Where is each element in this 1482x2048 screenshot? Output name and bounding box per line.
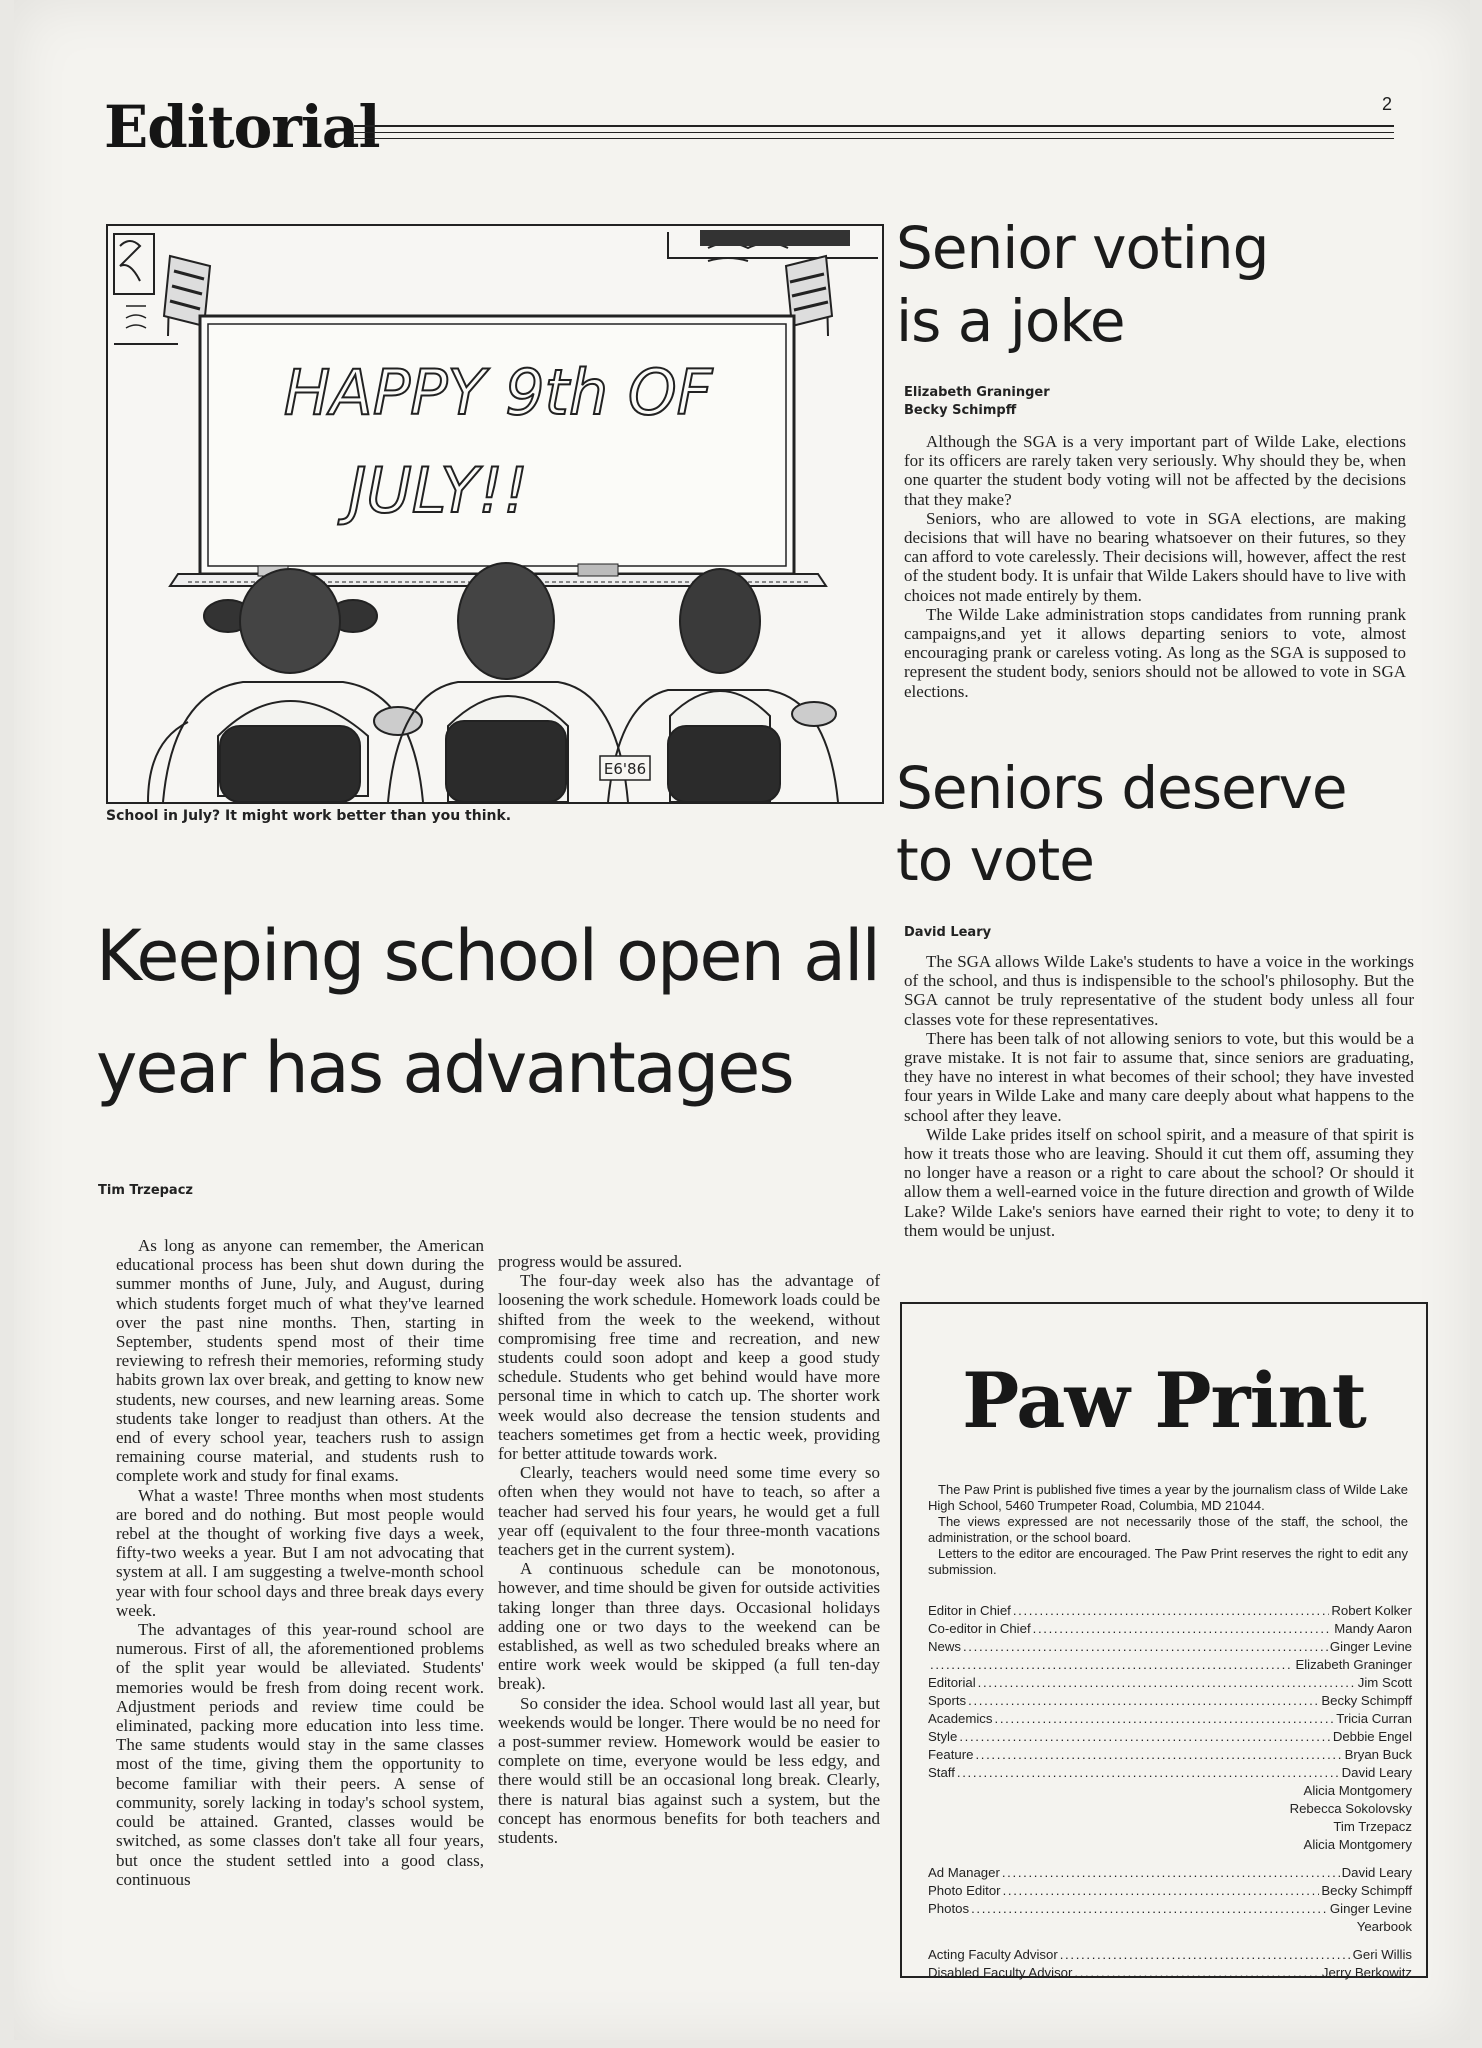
staff-name: Becky Schimpff xyxy=(1321,1883,1412,1898)
paragraph: Although the SGA is a very important part of Wilde Lake, elections for its officers are rarely taken very seriously. Why should they be, when one quarter the student body voting will not be affected by the decisions that they make? xyxy=(904,432,1406,509)
scribble-block xyxy=(700,230,850,246)
staff-name: Elizabeth Graninger xyxy=(1295,1657,1412,1672)
headline-line: year has advantages xyxy=(96,1027,793,1109)
masthead-rule xyxy=(354,125,1394,127)
staff-name: Alicia Montgomery xyxy=(1303,1837,1412,1852)
staff-role: Photo Editor xyxy=(928,1883,1001,1898)
staff-row xyxy=(928,1638,1412,1656)
staff-role: Ad Manager xyxy=(928,1865,1000,1880)
student-middle xyxy=(388,563,628,802)
dot-leader xyxy=(968,1692,1319,1710)
paragraph: progress would be assured. xyxy=(498,1252,683,1271)
paragraph: The Wilde Lake administration stops candidates from running prank campaigns,and yet it allows departing seniors to vote, almost encouraging prank or careless voting. As long as the SGA is supposed to represent the student body, seniors should not be allowed to vote in SGA elections. xyxy=(904,604,1406,701)
author-name: Elizabeth Graninger xyxy=(904,385,1050,400)
staff-name: Alicia Montgomery xyxy=(1303,1783,1412,1798)
dot-leader xyxy=(957,1764,1340,1782)
staff-name: Mandy Aaron xyxy=(1334,1621,1412,1636)
staff-spacer xyxy=(928,1936,1412,1946)
staff-role: Acting Faculty Advisor xyxy=(928,1947,1058,1962)
staff-row xyxy=(928,1728,1412,1746)
cartoon-caption: School in July? It might work better than you think. xyxy=(106,808,512,824)
info-paragraph: The views expressed are not necessarily those of the staff, the school, the administration, or the school board. xyxy=(928,1514,1408,1545)
dot-leader xyxy=(975,1746,1342,1764)
staff-name: Yearbook xyxy=(1356,1919,1412,1934)
staff-row xyxy=(928,1764,1412,1782)
article-body-senior-voting xyxy=(904,432,1406,701)
masthead-rule xyxy=(354,138,1394,139)
staff-role: Editor in Chief xyxy=(928,1603,1011,1618)
staff-row xyxy=(928,1674,1412,1692)
headline-line: is a joke xyxy=(896,287,1125,355)
dot-leader xyxy=(1013,1602,1330,1620)
info-paragraph: The Paw Print is published five times a year by the journalism class of Wilde Lake High School, 5460 Trumpeter Road, Columbia, MD 21044. xyxy=(928,1482,1408,1513)
masthead-rule xyxy=(354,132,1394,133)
editorial-cartoon xyxy=(106,224,884,804)
section-title: Editorial xyxy=(104,93,380,161)
article-column-left xyxy=(116,1236,484,1889)
article-column-right xyxy=(498,1252,880,1847)
staff-role: Feature xyxy=(928,1747,974,1762)
paragraph: Seniors, who are allowed to vote in SGA elections, are making decisions that will have no bearing whatsoever on their futures, so they can afford to vote carelessly. Their decisions will, however, affect the rest of the student body. It is unfair that Wilde Lakers should have to live with choices not made entirely by them. xyxy=(904,508,1406,605)
staff-name: David Leary xyxy=(1341,1865,1412,1880)
board-text-line2: JULY!! xyxy=(348,454,528,527)
staff-name: Geri Willis xyxy=(1352,1947,1412,1962)
student-left xyxy=(148,569,423,802)
staff-name: Tricia Curran xyxy=(1336,1711,1412,1726)
paw-print-title: Paw Print xyxy=(962,1356,1366,1445)
author-name: Becky Schimpff xyxy=(904,403,1017,418)
paragraph: The four-day week also has the advantage of loosening the work schedule. Homework loads could be shifted from the week to the weekend, without compromising free time and recreation, and new students could soon adopt and keep a good study schedule. Students who get behind would have more personal time in which to catch up. The shorter work week would also decrease the tension students and teachers sometimes get from a hectic week, providing for better attitude towards work. xyxy=(498,1271,880,1464)
dot-leader xyxy=(930,1656,1293,1674)
staff-row xyxy=(928,1656,1412,1674)
paragraph: A continuous schedule can be monotonous, however, and time should be given for outside activities taking longer than three days. Occasional holidays adding one or two days to the weekend can be established, as well as two scheduled breaks where an entire work week would be skipped (a full ten-day break). xyxy=(498,1559,880,1694)
dot-leader xyxy=(1002,1864,1340,1882)
staff-list xyxy=(928,1602,1412,1982)
cartoon-drawing xyxy=(108,226,882,802)
byline-senior-voting xyxy=(904,384,1204,420)
headline-line: Keeping school open all xyxy=(96,915,879,997)
staff-role: Sports xyxy=(928,1693,967,1708)
staff-role: Photos xyxy=(928,1901,970,1916)
paragraph: Clearly, teachers would need some time every so often when they would not have to teach, so after a teacher had served his four years, he would get a full year off (equivalent to the four three-month vacations teachers get in the current system). xyxy=(498,1463,880,1560)
paw-print-staff-box xyxy=(900,1302,1428,1978)
staff-row xyxy=(928,1710,1412,1728)
chalkboard xyxy=(200,316,794,574)
paragraph: The advantages of this year-round school are numerous. First of all, the aforementioned problems of the split year would be alleviated. Students' memories would be fresh from doing recent work. Adjustment periods and review time could be eliminated, packing more education into less time. The same students would stay in the same classes most of the time, giving them the opportunity to become familiar with their peers. A sense of community, sorely lacking in today's school system, could be attained. Granted, classes would be switched, as some classes don't take all four years, but once the student settled into a good class, continuous xyxy=(116,1620,484,1889)
newspaper-page xyxy=(14,0,1470,2040)
dot-leader xyxy=(1033,1620,1333,1638)
staff-role: Editorial xyxy=(928,1675,976,1690)
staff-role: Disabled Faculty Advisor xyxy=(928,1965,1073,1980)
staff-name: Jim Scott xyxy=(1357,1675,1412,1690)
paragraph: Wilde Lake prides itself on school spirit, and a measure of that spirit is how it treats those who are leaving. Should it cut them off, assuming they no longer have a reason or a right to care about the school? Or should it allow them a well-earned voice in the future direction and growth of Wilde Lake? Wilde Lake's seniors have earned their right to vote; to deny it to them would be unjust. xyxy=(904,1124,1414,1240)
staff-row xyxy=(928,1900,1412,1918)
byline-keeping-school: Tim Trzepacz xyxy=(98,1183,193,1198)
staff-role: Academics xyxy=(928,1711,993,1726)
headline-line: to vote xyxy=(896,826,1094,894)
staff-spacer xyxy=(928,1854,1412,1864)
dot-leader xyxy=(978,1674,1356,1692)
page-number: 2 xyxy=(1381,94,1392,114)
board-text-line1: HAPPY 9th OF xyxy=(283,356,713,429)
cartoon-signature: E6'86 xyxy=(603,760,647,778)
dot-leader xyxy=(1074,1964,1319,1982)
staff-name: Robert Kolker xyxy=(1331,1603,1412,1618)
paragraph: The SGA allows Wilde Lake's students to have a voice in the workings of the school, and thus is indispensible to the school's philosophy. But the SGA cannot be truly representative of the student body unless all four classes vote for these representatives. xyxy=(904,952,1414,1029)
staff-role: Staff xyxy=(928,1765,955,1780)
staff-name: Tim Trzepacz xyxy=(1333,1819,1412,1834)
section-masthead xyxy=(104,92,1394,162)
wall-paper xyxy=(114,234,154,294)
dot-leader xyxy=(971,1900,1328,1918)
staff-role: News xyxy=(928,1639,961,1654)
byline-seniors-deserve: David Leary xyxy=(904,925,992,940)
staff-name: Rebecca Sokolovsky xyxy=(1289,1801,1412,1816)
dot-leader xyxy=(959,1728,1330,1746)
staff-row xyxy=(928,1946,1412,1964)
staff-row xyxy=(928,1882,1412,1900)
staff-name: Ginger Levine xyxy=(1329,1639,1412,1654)
paragraph: So consider the idea. School would last all year, but weekends would be longer. There would be no need for a post-summer review. Homework would be easier to complete on time, everyone would be less edgy, and there would still be an occasional long break. Clearly, there is natural bias against such a system, but the concept has enormous benefits for both teachers and students. xyxy=(498,1693,880,1848)
dot-leader xyxy=(1060,1946,1351,1964)
headline-line: Senior voting xyxy=(896,214,1269,282)
dot-leader xyxy=(995,1710,1335,1728)
staff-name: Becky Schimpff xyxy=(1321,1693,1412,1708)
staff-row xyxy=(928,1620,1412,1638)
staff-row xyxy=(928,1864,1412,1882)
staff-role: Style xyxy=(928,1729,958,1744)
staff-name: Jerry Berkowitz xyxy=(1321,1965,1412,1980)
headline-senior-voting xyxy=(896,212,1416,358)
staff-row xyxy=(928,1692,1412,1710)
staff-name: Bryan Buck xyxy=(1344,1747,1412,1762)
staff-name: Ginger Levine xyxy=(1329,1901,1412,1916)
info-paragraph: Letters to the editor are encouraged. The Paw Print reserves the right to edit any submission. xyxy=(928,1546,1408,1577)
staff-name: Debbie Engel xyxy=(1332,1729,1412,1744)
staff-row xyxy=(928,1964,1412,1982)
dot-leader xyxy=(1003,1882,1320,1900)
headline-line: Seniors deserve xyxy=(896,754,1347,822)
publication-info xyxy=(928,1482,1408,1578)
paragraph: As long as anyone can remember, the American educational process has been shut down during the summer months of June, July, and August, during which students forget much of what they've learned over the past nine months. Then, starting in September, students spend most of their time reviewing to refresh their memories, reforming study habits grown lax over break, and getting to know new students, new courses, and new learning areas. Some students take longer to readjust than others. At the end of every school year, teachers rush to assign remaining course material, and students rush to complete work and study for final exams. xyxy=(116,1236,484,1486)
staff-row xyxy=(928,1746,1412,1764)
dot-leader xyxy=(963,1638,1328,1656)
staff-role: Co-editor in Chief xyxy=(928,1621,1031,1636)
paragraph: What a waste! Three months when most students are bored and do nothing. But most people would rebel at the thought of working five days a week, fifty-two weeks a year. But I am not advocating that system at all. I am suggesting a twelve-month school year with four school days and three break days every week. xyxy=(116,1485,484,1620)
headline-keeping-school-open xyxy=(96,900,896,1124)
staff-row xyxy=(928,1602,1412,1620)
staff-name: David Leary xyxy=(1341,1765,1412,1780)
article-body-seniors-deserve xyxy=(904,952,1414,1240)
headline-seniors-deserve xyxy=(896,752,1456,896)
paragraph: There has been talk of not allowing seniors to vote, but this would be a grave mistake. It is not fair to assume that, since seniors are graduating, they have no interest in what becomes of their school; they have invested four years in Wilde Lake and many care deeply about what happens to the school after they leave. xyxy=(904,1028,1414,1125)
